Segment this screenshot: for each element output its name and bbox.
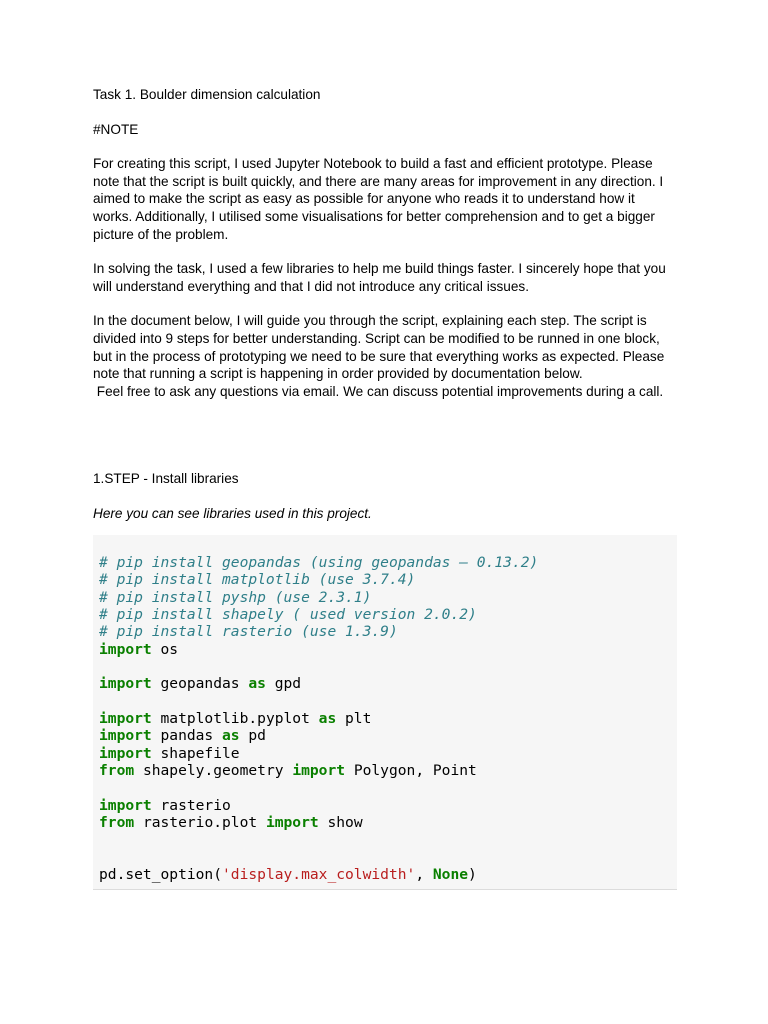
step-intro: Here you can see libraries used in this project. bbox=[93, 505, 372, 521]
code-keyword: as bbox=[248, 675, 266, 693]
code-keyword: import bbox=[99, 709, 152, 727]
code-keyword: import bbox=[99, 675, 152, 693]
code-comment: # pip install geopandas (using geopandas – 0.13.2) bbox=[99, 553, 539, 571]
code-line bbox=[99, 866, 671, 883]
code-text: rasterio.plot bbox=[134, 814, 266, 831]
code-comment: # pip install matplotlib (use 3.7.4) bbox=[99, 571, 416, 589]
code-line bbox=[99, 762, 671, 779]
paragraph-contact: Feel free to ask any questions via email. We can discuss potential improvements during a call. bbox=[93, 383, 664, 399]
code-keyword: import bbox=[292, 761, 346, 779]
paragraph-intro: For creating this script, I used Jupyter Notebook to build a fast and efficient prototype. Please note that the script is built quickly, and there are many areas for improvement in any direction. I aimed to make the script as easy as possible for anyone who reads it to understand how it works. Additionally, I utilised some visualisations for better comprehension and to get a bigger picture of the problem. bbox=[93, 156, 664, 242]
code-text: pd.set_option( bbox=[99, 866, 223, 884]
paragraph-guide: In the document below, I will guide you through the script, explaining each step. The script is divided into 9 steps for better understanding. Script can be modified to be runned in one block, but in the process of prototyping we need to be sure that everything works as expected. Please note that running a script is happening in order provided by documentation below. bbox=[93, 313, 665, 382]
code-line bbox=[99, 797, 671, 814]
code-keyword: import bbox=[265, 814, 319, 831]
code-text: gpd bbox=[265, 675, 302, 693]
code-text: show bbox=[318, 814, 363, 831]
code-keyword: from bbox=[99, 761, 135, 779]
code-text: Polygon, Point bbox=[345, 761, 477, 779]
code-block bbox=[93, 535, 677, 891]
code-blank-line bbox=[99, 831, 671, 848]
code-comment: # pip install rasterio (use 1.3.9) bbox=[99, 623, 398, 641]
code-blank-line bbox=[99, 779, 671, 796]
code-line bbox=[99, 589, 671, 606]
code-text: geopandas bbox=[151, 675, 249, 693]
code-string: 'display.max_colwidth' bbox=[222, 866, 416, 884]
code-text: rasterio bbox=[151, 796, 231, 814]
code-keyword: as bbox=[318, 709, 337, 727]
code-line bbox=[99, 641, 671, 658]
code-line bbox=[99, 623, 671, 640]
code-line bbox=[99, 571, 671, 588]
paragraph-libraries: In solving the task, I used a few libraries to help me build things faster. I sincerely hope that you will understand everything and that I did not introduce any critical issues. bbox=[93, 261, 666, 294]
code-text: ) bbox=[468, 866, 477, 884]
code-text: , bbox=[415, 866, 433, 884]
code-keyword: as bbox=[222, 727, 240, 745]
code-text: plt bbox=[336, 709, 372, 727]
code-keyword: import bbox=[99, 727, 152, 745]
code-keyword: None bbox=[432, 866, 469, 884]
step-heading: 1.STEP - Install libraries bbox=[93, 471, 239, 487]
code-text: pd bbox=[239, 727, 266, 745]
code-blank-line bbox=[99, 849, 671, 866]
code-line bbox=[99, 727, 671, 744]
code-keyword: from bbox=[99, 814, 135, 831]
code-line bbox=[99, 606, 671, 623]
code-line bbox=[99, 554, 671, 571]
code-line bbox=[99, 745, 671, 762]
code-keyword: import bbox=[99, 796, 152, 814]
code-blank-line bbox=[99, 693, 671, 710]
document-page bbox=[93, 86, 677, 890]
document-title: Task 1. Boulder dimension calculation bbox=[93, 87, 321, 102]
code-text: os bbox=[151, 640, 179, 658]
code-line bbox=[99, 814, 671, 831]
note-label: #NOTE bbox=[93, 121, 139, 137]
code-line bbox=[99, 710, 671, 727]
code-comment: # pip install pyshp (use 2.3.1) bbox=[99, 588, 372, 606]
code-text: pandas bbox=[151, 727, 223, 745]
code-keyword: import bbox=[99, 640, 152, 658]
code-comment: # pip install shapely ( used version 2.0.2) bbox=[99, 605, 477, 623]
code-line bbox=[99, 675, 671, 692]
code-keyword: import bbox=[99, 744, 152, 762]
code-blank-line bbox=[99, 658, 671, 675]
code-text: shapely.geometry bbox=[134, 761, 293, 779]
code-text: matplotlib.pyplot bbox=[151, 709, 319, 727]
code-text: shapefile bbox=[151, 744, 240, 762]
